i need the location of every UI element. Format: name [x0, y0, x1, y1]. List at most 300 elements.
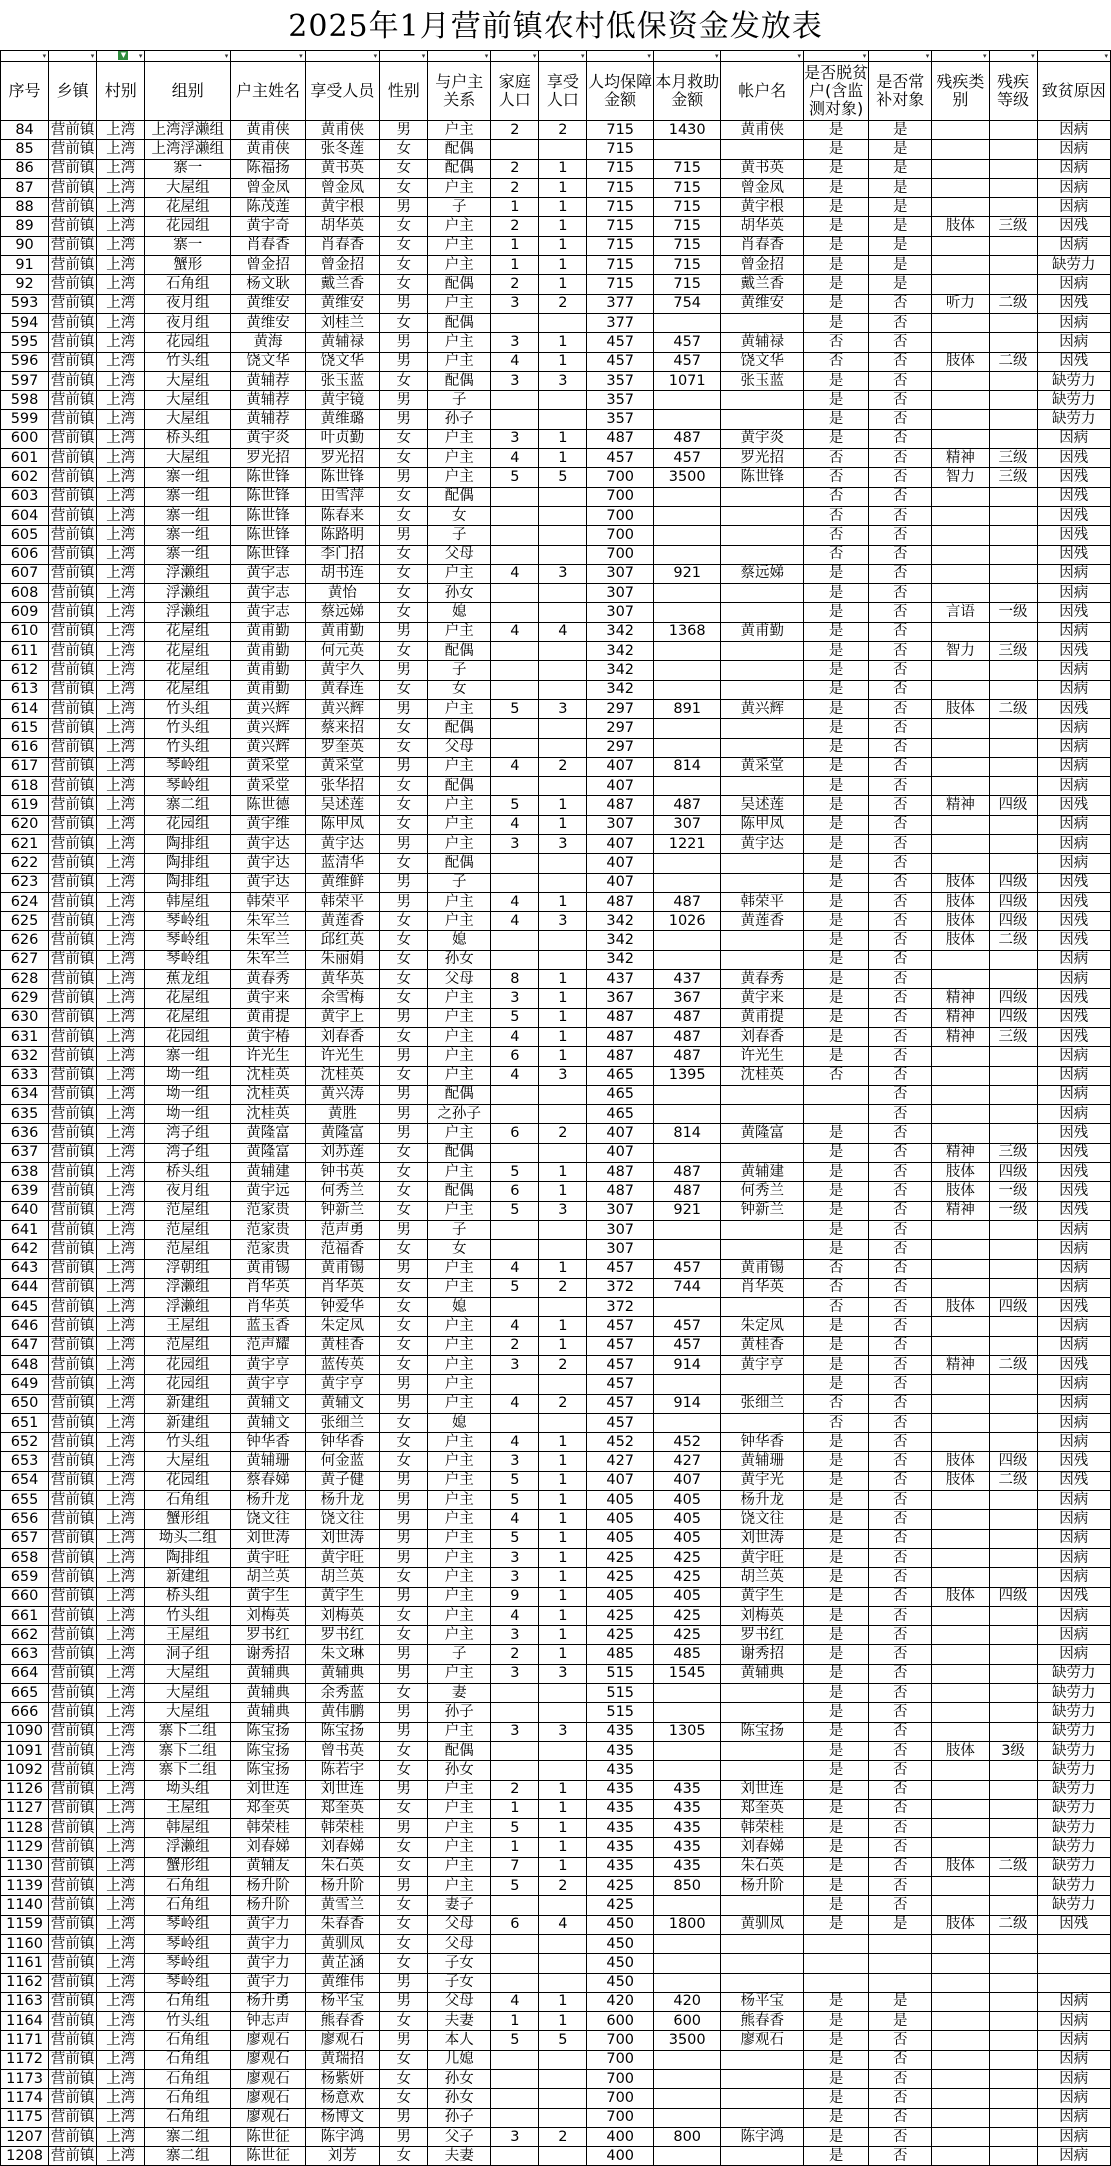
cell-township[interactable]: 营前镇 [49, 1163, 97, 1182]
cell-disability-level[interactable] [989, 1819, 1037, 1838]
cell-relation[interactable]: 夫妻 [428, 2012, 491, 2031]
cell-per-capita-amount[interactable]: 297 [587, 738, 653, 757]
cell-group[interactable]: 大屋组 [145, 1703, 231, 1722]
cell-beneficiary[interactable]: 杨升阶 [305, 1877, 379, 1896]
cell-covered-people[interactable]: 1 [539, 429, 587, 448]
cell-disability-type[interactable]: 精神 [932, 1008, 989, 1027]
cell-poverty-exit-status[interactable]: 是 [803, 2127, 868, 2146]
cell-township[interactable]: 营前镇 [49, 1452, 97, 1471]
cell-group[interactable]: 石角组 [145, 1877, 231, 1896]
cell-per-capita-amount[interactable]: 715 [587, 256, 653, 275]
cell-account-name[interactable]: 黄甫锡 [721, 1259, 803, 1278]
cell-poverty-cause[interactable]: 因病 [1037, 834, 1110, 853]
cell-poverty-cause[interactable]: 因病 [1037, 2108, 1110, 2127]
cell-village[interactable]: 上湾 [97, 159, 145, 178]
cell-monthly-amount[interactable] [653, 2108, 721, 2127]
cell-serial-no[interactable]: 659 [1, 1568, 49, 1587]
cell-poverty-cause[interactable]: 因残 [1037, 1182, 1110, 1201]
cell-village[interactable]: 上湾 [97, 1548, 145, 1567]
cell-serial-no[interactable]: 651 [1, 1413, 49, 1432]
cell-poverty-cause[interactable]: 因残 [1037, 217, 1110, 236]
cell-household-head[interactable]: 陈世锋 [231, 468, 305, 487]
cell-disability-type[interactable] [932, 1240, 989, 1259]
cell-serial-no[interactable]: 648 [1, 1356, 49, 1375]
cell-relation[interactable]: 户主 [428, 1008, 491, 1027]
cell-beneficiary[interactable]: 黄维鲜 [305, 873, 379, 892]
cell-gender[interactable]: 女 [380, 796, 428, 815]
cell-group[interactable]: 陶排组 [145, 854, 231, 873]
cell-group[interactable]: 寨一 [145, 236, 231, 255]
cell-per-capita-amount[interactable]: 342 [587, 912, 653, 931]
cell-village[interactable]: 上湾 [97, 1877, 145, 1896]
cell-village[interactable]: 上湾 [97, 1838, 145, 1857]
cell-disability-level[interactable] [989, 429, 1037, 448]
cell-regular-subsidy[interactable]: 否 [869, 622, 932, 641]
cell-gender[interactable]: 男 [380, 352, 428, 371]
cell-serial-no[interactable]: 604 [1, 506, 49, 525]
cell-disability-type[interactable] [932, 854, 989, 873]
cell-gender[interactable]: 女 [380, 1066, 428, 1085]
cell-covered-people[interactable]: 3 [539, 371, 587, 390]
cell-disability-type[interactable] [932, 2050, 989, 2069]
cell-poverty-exit-status[interactable]: 是 [803, 1027, 868, 1046]
cell-beneficiary[interactable]: 黄兴涛 [305, 1085, 379, 1104]
cell-group[interactable]: 蟹形组 [145, 1857, 231, 1876]
cell-relation[interactable]: 户主 [428, 1838, 491, 1857]
cell-monthly-amount[interactable]: 487 [653, 892, 721, 911]
cell-poverty-exit-status[interactable]: 是 [803, 121, 868, 140]
cell-poverty-exit-status[interactable]: 是 [803, 970, 868, 989]
cell-account-name[interactable]: 许光生 [721, 1047, 803, 1066]
cell-account-name[interactable]: 熊春香 [721, 2012, 803, 2031]
cell-family-size[interactable]: 4 [491, 1317, 539, 1336]
cell-group[interactable]: 坳头二组 [145, 1529, 231, 1548]
cell-serial-no[interactable]: 636 [1, 1124, 49, 1143]
cell-relation[interactable]: 户主 [428, 1259, 491, 1278]
cell-per-capita-amount[interactable]: 435 [587, 1857, 653, 1876]
cell-disability-type[interactable] [932, 1684, 989, 1703]
cell-gender[interactable]: 女 [380, 1356, 428, 1375]
cell-beneficiary[interactable]: 韩荣平 [305, 892, 379, 911]
cell-poverty-cause[interactable]: 因病 [1037, 2050, 1110, 2069]
cell-monthly-amount[interactable]: 3500 [653, 468, 721, 487]
cell-disability-level[interactable]: 3级 [989, 1741, 1037, 1760]
filter-dropdown-icon[interactable]: ▾ [42, 52, 47, 60]
cell-regular-subsidy[interactable]: 否 [869, 545, 932, 564]
cell-covered-people[interactable]: 1 [539, 1606, 587, 1625]
cell-relation[interactable]: 户主 [428, 1163, 491, 1182]
cell-gender[interactable]: 女 [380, 854, 428, 873]
cell-group[interactable]: 夜月组 [145, 313, 231, 332]
cell-relation[interactable]: 配偶 [428, 1143, 491, 1162]
cell-beneficiary[interactable]: 蓝传英 [305, 1356, 379, 1375]
cell-beneficiary[interactable]: 肖华英 [305, 1278, 379, 1297]
cell-village[interactable]: 上湾 [97, 931, 145, 950]
cell-covered-people[interactable] [539, 1954, 587, 1973]
cell-disability-type[interactable] [932, 1124, 989, 1143]
cell-regular-subsidy[interactable]: 否 [869, 1452, 932, 1471]
cell-covered-people[interactable]: 1 [539, 352, 587, 371]
cell-monthly-amount[interactable]: 437 [653, 970, 721, 989]
cell-covered-people[interactable]: 3 [539, 1722, 587, 1741]
cell-regular-subsidy[interactable]: 否 [869, 1027, 932, 1046]
cell-family-size[interactable] [491, 1973, 539, 1992]
cell-township[interactable]: 营前镇 [49, 1761, 97, 1780]
cell-poverty-exit-status[interactable]: 是 [803, 1471, 868, 1490]
cell-village[interactable]: 上湾 [97, 1085, 145, 1104]
cell-per-capita-amount[interactable]: 407 [587, 1124, 653, 1143]
cell-monthly-amount[interactable] [653, 777, 721, 796]
cell-gender[interactable]: 女 [380, 1896, 428, 1915]
cell-per-capita-amount[interactable]: 487 [587, 892, 653, 911]
cell-group[interactable]: 桥头组 [145, 429, 231, 448]
cell-serial-no[interactable]: 1128 [1, 1819, 49, 1838]
cell-family-size[interactable]: 5 [491, 1278, 539, 1297]
cell-gender[interactable]: 女 [380, 2012, 428, 2031]
cell-household-head[interactable]: 黄宇力 [231, 1954, 305, 1973]
cell-household-head[interactable]: 陈世德 [231, 796, 305, 815]
cell-relation[interactable]: 孙女 [428, 2069, 491, 2088]
cell-per-capita-amount[interactable]: 307 [587, 564, 653, 583]
cell-township[interactable]: 营前镇 [49, 1780, 97, 1799]
cell-village[interactable]: 上湾 [97, 1529, 145, 1548]
cell-covered-people[interactable]: 1 [539, 1819, 587, 1838]
cell-account-name[interactable]: 黄春秀 [721, 970, 803, 989]
cell-relation[interactable]: 孙女 [428, 950, 491, 969]
cell-family-size[interactable] [491, 2069, 539, 2088]
cell-household-head[interactable]: 许光生 [231, 1047, 305, 1066]
cell-account-name[interactable] [721, 2050, 803, 2069]
cell-per-capita-amount[interactable]: 487 [587, 796, 653, 815]
cell-relation[interactable]: 户主 [428, 1491, 491, 1510]
cell-poverty-cause[interactable]: 因残 [1037, 545, 1110, 564]
cell-per-capita-amount[interactable]: 457 [587, 333, 653, 352]
cell-group[interactable]: 石角组 [145, 1491, 231, 1510]
cell-per-capita-amount[interactable]: 487 [587, 429, 653, 448]
cell-family-size[interactable]: 1 [491, 2012, 539, 2031]
cell-covered-people[interactable]: 1 [539, 1992, 587, 2011]
cell-group[interactable]: 寨一组 [145, 468, 231, 487]
cell-disability-type[interactable]: 肢体 [932, 1163, 989, 1182]
cell-gender[interactable]: 男 [380, 1471, 428, 1490]
cell-disability-type[interactable]: 肢体 [932, 931, 989, 950]
cell-per-capita-amount[interactable]: 700 [587, 2108, 653, 2127]
filter-dropdown-icon[interactable]: ▾ [484, 52, 489, 60]
cell-regular-subsidy[interactable]: 否 [869, 564, 932, 583]
cell-serial-no[interactable]: 1160 [1, 1934, 49, 1953]
cell-village[interactable]: 上湾 [97, 603, 145, 622]
cell-disability-level[interactable] [989, 1934, 1037, 1953]
cell-relation[interactable]: 户主 [428, 1471, 491, 1490]
cell-beneficiary[interactable]: 黄兴辉 [305, 699, 379, 718]
cell-village[interactable]: 上湾 [97, 526, 145, 545]
cell-per-capita-amount[interactable]: 437 [587, 970, 653, 989]
cell-village[interactable]: 上湾 [97, 2147, 145, 2166]
cell-gender[interactable]: 女 [380, 815, 428, 834]
cell-relation[interactable]: 孙子 [428, 410, 491, 429]
cell-household-head[interactable]: 罗书红 [231, 1626, 305, 1645]
cell-monthly-amount[interactable]: 921 [653, 564, 721, 583]
cell-village[interactable]: 上湾 [97, 1182, 145, 1201]
cell-disability-level[interactable] [989, 1973, 1037, 1992]
cell-group[interactable]: 石角组 [145, 2031, 231, 2050]
cell-poverty-exit-status[interactable]: 是 [803, 1857, 868, 1876]
cell-household-head[interactable]: 黄辅典 [231, 1703, 305, 1722]
cell-beneficiary[interactable]: 范福香 [305, 1240, 379, 1259]
cell-beneficiary[interactable]: 胡书连 [305, 564, 379, 583]
cell-monthly-amount[interactable]: 452 [653, 1433, 721, 1452]
cell-poverty-cause[interactable]: 缺劳力 [1037, 1703, 1110, 1722]
cell-group[interactable]: 花屋组 [145, 661, 231, 680]
cell-poverty-cause[interactable]: 因病 [1037, 1491, 1110, 1510]
cell-family-size[interactable] [491, 661, 539, 680]
cell-disability-level[interactable] [989, 950, 1037, 969]
cell-monthly-amount[interactable]: 715 [653, 178, 721, 197]
cell-disability-level[interactable] [989, 2031, 1037, 2050]
cell-relation[interactable]: 孙子 [428, 1703, 491, 1722]
cell-disability-level[interactable] [989, 1684, 1037, 1703]
cell-group[interactable]: 花园组 [145, 1471, 231, 1490]
cell-group[interactable]: 石角组 [145, 275, 231, 294]
cell-poverty-exit-status[interactable]: 是 [803, 564, 868, 583]
cell-beneficiary[interactable]: 陈甲凤 [305, 815, 379, 834]
cell-family-size[interactable] [491, 545, 539, 564]
cell-gender[interactable]: 女 [380, 584, 428, 603]
cell-serial-no[interactable]: 640 [1, 1201, 49, 1220]
cell-regular-subsidy[interactable]: 否 [869, 1163, 932, 1182]
cell-family-size[interactable]: 4 [491, 1394, 539, 1413]
cell-regular-subsidy[interactable]: 否 [869, 1819, 932, 1838]
cell-monthly-amount[interactable]: 407 [653, 1471, 721, 1490]
cell-family-size[interactable]: 4 [491, 1027, 539, 1046]
cell-poverty-exit-status[interactable] [803, 1934, 868, 1953]
cell-village[interactable]: 上湾 [97, 1896, 145, 1915]
filter-dropdown-icon[interactable]: ▾ [862, 52, 867, 60]
cell-household-head[interactable]: 黄甫提 [231, 1008, 305, 1027]
cell-household-head[interactable]: 黄辅典 [231, 1684, 305, 1703]
cell-household-head[interactable]: 陈世锋 [231, 487, 305, 506]
cell-family-size[interactable]: 4 [491, 352, 539, 371]
cell-monthly-amount[interactable]: 405 [653, 1529, 721, 1548]
cell-serial-no[interactable]: 603 [1, 487, 49, 506]
cell-beneficiary[interactable]: 黄采堂 [305, 757, 379, 776]
cell-township[interactable]: 营前镇 [49, 1548, 97, 1567]
cell-account-name[interactable]: 黄宇旺 [721, 1548, 803, 1567]
cell-household-head[interactable]: 曾金招 [231, 256, 305, 275]
cell-group[interactable]: 陶排组 [145, 1548, 231, 1567]
cell-township[interactable]: 营前镇 [49, 468, 97, 487]
column-header-beneficiary[interactable]: 享受人员 [305, 62, 379, 121]
cell-poverty-exit-status[interactable]: 是 [803, 1201, 868, 1220]
cell-relation[interactable]: 户主 [428, 429, 491, 448]
cell-township[interactable]: 营前镇 [49, 1664, 97, 1683]
cell-disability-level[interactable] [989, 2108, 1037, 2127]
cell-family-size[interactable] [491, 950, 539, 969]
cell-disability-type[interactable] [932, 1433, 989, 1452]
cell-serial-no[interactable]: 656 [1, 1510, 49, 1529]
cell-village[interactable]: 上湾 [97, 1105, 145, 1124]
cell-family-size[interactable] [491, 410, 539, 429]
cell-serial-no[interactable]: 610 [1, 622, 49, 641]
cell-beneficiary[interactable]: 张细兰 [305, 1413, 379, 1432]
cell-household-head[interactable]: 黄辅文 [231, 1394, 305, 1413]
cell-account-name[interactable]: 黄宇炎 [721, 429, 803, 448]
cell-family-size[interactable]: 4 [491, 1606, 539, 1625]
column-header-disability-level[interactable]: 残疾等级 [989, 62, 1037, 121]
cell-disability-type[interactable] [932, 1317, 989, 1336]
cell-serial-no[interactable]: 605 [1, 526, 49, 545]
cell-family-size[interactable]: 4 [491, 449, 539, 468]
cell-township[interactable]: 营前镇 [49, 159, 97, 178]
cell-group[interactable]: 陶排组 [145, 834, 231, 853]
cell-beneficiary[interactable]: 胡华英 [305, 217, 379, 236]
cell-village[interactable]: 上湾 [97, 2050, 145, 2069]
cell-village[interactable]: 上湾 [97, 1664, 145, 1683]
cell-poverty-exit-status[interactable]: 是 [803, 410, 868, 429]
cell-per-capita-amount[interactable]: 465 [587, 1085, 653, 1104]
cell-poverty-exit-status[interactable]: 是 [803, 1626, 868, 1645]
cell-covered-people[interactable]: 1 [539, 198, 587, 217]
cell-township[interactable]: 营前镇 [49, 352, 97, 371]
cell-village[interactable]: 上湾 [97, 1259, 145, 1278]
cell-relation[interactable]: 子 [428, 1645, 491, 1664]
cell-household-head[interactable]: 廖观石 [231, 2108, 305, 2127]
cell-group[interactable]: 寨二组 [145, 2127, 231, 2146]
cell-regular-subsidy[interactable]: 否 [869, 1066, 932, 1085]
cell-poverty-exit-status[interactable]: 是 [803, 1606, 868, 1625]
cell-disability-type[interactable] [932, 2069, 989, 2088]
cell-serial-no[interactable]: 600 [1, 429, 49, 448]
cell-serial-no[interactable]: 633 [1, 1066, 49, 1085]
cell-beneficiary[interactable]: 陈世锋 [305, 468, 379, 487]
cell-group[interactable]: 上湾浮濑组 [145, 140, 231, 159]
cell-disability-type[interactable] [932, 2031, 989, 2050]
cell-poverty-cause[interactable]: 因病 [1037, 1066, 1110, 1085]
cell-township[interactable]: 营前镇 [49, 2089, 97, 2108]
cell-serial-no[interactable]: 628 [1, 970, 49, 989]
cell-poverty-cause[interactable]: 因残 [1037, 1356, 1110, 1375]
cell-relation[interactable]: 户主 [428, 1819, 491, 1838]
cell-monthly-amount[interactable]: 435 [653, 1838, 721, 1857]
cell-monthly-amount[interactable] [653, 1298, 721, 1317]
cell-covered-people[interactable]: 1 [539, 1510, 587, 1529]
cell-beneficiary[interactable]: 杨紫妍 [305, 2069, 379, 2088]
cell-gender[interactable]: 女 [380, 2147, 428, 2166]
cell-per-capita-amount[interactable]: 700 [587, 526, 653, 545]
cell-disability-type[interactable] [932, 1047, 989, 1066]
cell-village[interactable]: 上湾 [97, 912, 145, 931]
cell-group[interactable]: 寨一组 [145, 1047, 231, 1066]
cell-account-name[interactable]: 蔡远娣 [721, 564, 803, 583]
cell-poverty-exit-status[interactable]: 是 [803, 1992, 868, 2011]
cell-poverty-exit-status[interactable]: 是 [803, 1703, 868, 1722]
cell-covered-people[interactable] [539, 1105, 587, 1124]
filter-active-icon[interactable]: ▼ [118, 51, 128, 60]
cell-household-head[interactable]: 黄隆富 [231, 1124, 305, 1143]
cell-regular-subsidy[interactable]: 否 [869, 371, 932, 390]
cell-disability-type[interactable] [932, 1491, 989, 1510]
cell-regular-subsidy[interactable]: 否 [869, 506, 932, 525]
cell-serial-no[interactable]: 631 [1, 1027, 49, 1046]
cell-gender[interactable]: 女 [380, 506, 428, 525]
cell-beneficiary[interactable]: 钟华香 [305, 1433, 379, 1452]
cell-gender[interactable]: 男 [380, 1008, 428, 1027]
cell-household-head[interactable]: 黄兴辉 [231, 719, 305, 738]
cell-poverty-exit-status[interactable]: 是 [803, 2089, 868, 2108]
cell-regular-subsidy[interactable]: 否 [869, 1703, 932, 1722]
cell-township[interactable]: 营前镇 [49, 719, 97, 738]
cell-township[interactable]: 营前镇 [49, 757, 97, 776]
cell-disability-type[interactable]: 肢体 [932, 1471, 989, 1490]
cell-gender[interactable]: 女 [380, 719, 428, 738]
cell-disability-type[interactable] [932, 1992, 989, 2011]
cell-regular-subsidy[interactable]: 否 [869, 1664, 932, 1683]
cell-township[interactable]: 营前镇 [49, 1375, 97, 1394]
cell-serial-no[interactable]: 1140 [1, 1896, 49, 1915]
cell-group[interactable]: 琴岭组 [145, 1973, 231, 1992]
cell-disability-level[interactable] [989, 2147, 1037, 2166]
cell-account-name[interactable] [721, 313, 803, 332]
cell-village[interactable]: 上湾 [97, 892, 145, 911]
cell-disability-type[interactable]: 肢体 [932, 1587, 989, 1606]
cell-covered-people[interactable] [539, 506, 587, 525]
cell-village[interactable]: 上湾 [97, 1819, 145, 1838]
column-header-serial-no[interactable]: 序号 [1, 62, 49, 121]
cell-poverty-exit-status[interactable]: 是 [803, 815, 868, 834]
cell-gender[interactable]: 男 [380, 1780, 428, 1799]
cell-regular-subsidy[interactable]: 否 [869, 313, 932, 332]
cell-disability-type[interactable]: 精神 [932, 1143, 989, 1162]
cell-poverty-exit-status[interactable]: 否 [803, 526, 868, 545]
cell-household-head[interactable]: 黄宇亨 [231, 1375, 305, 1394]
cell-gender[interactable]: 女 [380, 970, 428, 989]
cell-per-capita-amount[interactable]: 700 [587, 2031, 653, 2050]
cell-beneficiary[interactable]: 廖观石 [305, 2031, 379, 2050]
cell-family-size[interactable]: 1 [491, 198, 539, 217]
cell-monthly-amount[interactable] [653, 1413, 721, 1432]
cell-village[interactable]: 上湾 [97, 1741, 145, 1760]
cell-family-size[interactable]: 6 [491, 1915, 539, 1934]
cell-poverty-cause[interactable]: 缺劳力 [1037, 1819, 1110, 1838]
cell-beneficiary[interactable]: 黄隆富 [305, 1124, 379, 1143]
cell-per-capita-amount[interactable]: 487 [587, 1163, 653, 1182]
cell-disability-type[interactable] [932, 1278, 989, 1297]
cell-serial-no[interactable]: 613 [1, 680, 49, 699]
cell-covered-people[interactable] [539, 950, 587, 969]
cell-monthly-amount[interactable] [653, 140, 721, 159]
cell-relation[interactable]: 媳 [428, 603, 491, 622]
cell-gender[interactable]: 男 [380, 1375, 428, 1394]
cell-serial-no[interactable]: 627 [1, 950, 49, 969]
cell-monthly-amount[interactable]: 487 [653, 1163, 721, 1182]
cell-serial-no[interactable]: 629 [1, 989, 49, 1008]
cell-gender[interactable]: 女 [380, 1838, 428, 1857]
cell-poverty-exit-status[interactable]: 是 [803, 1645, 868, 1664]
cell-gender[interactable]: 女 [380, 1433, 428, 1452]
cell-household-head[interactable]: 钟志声 [231, 2012, 305, 2031]
cell-covered-people[interactable]: 1 [539, 970, 587, 989]
cell-disability-level[interactable]: 三级 [989, 1027, 1037, 1046]
cell-monthly-amount[interactable] [653, 2089, 721, 2108]
cell-relation[interactable]: 配偶 [428, 371, 491, 390]
cell-disability-level[interactable]: 三级 [989, 217, 1037, 236]
cell-monthly-amount[interactable] [653, 1105, 721, 1124]
cell-monthly-amount[interactable]: 487 [653, 1047, 721, 1066]
cell-beneficiary[interactable]: 吴述莲 [305, 796, 379, 815]
cell-village[interactable]: 上湾 [97, 815, 145, 834]
cell-monthly-amount[interactable] [653, 410, 721, 429]
cell-per-capita-amount[interactable]: 407 [587, 777, 653, 796]
